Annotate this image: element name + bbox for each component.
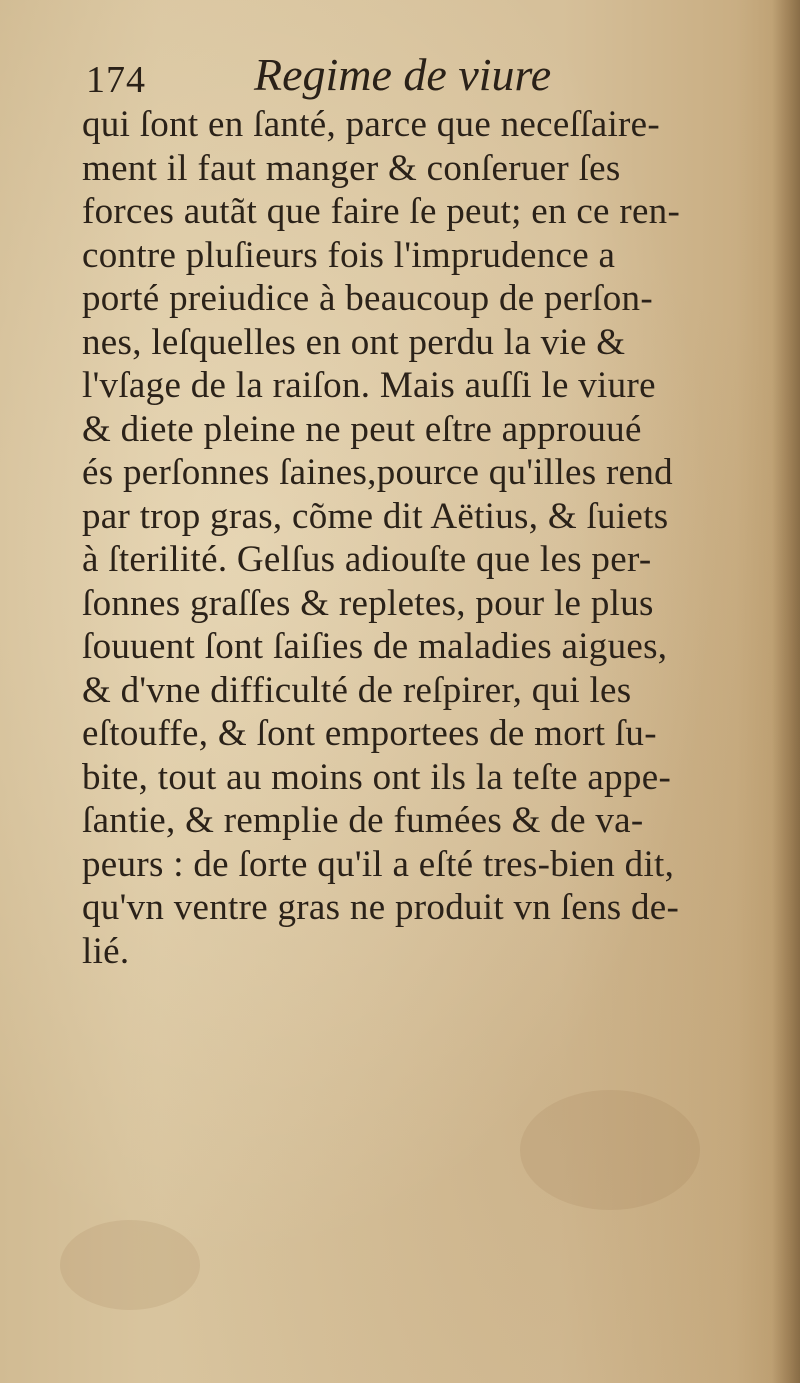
text-line: qu'vn ventre gras ne produit vn ſens de-	[82, 887, 680, 928]
text-line: contre pluſieurs fois l'imprudence a	[82, 234, 616, 276]
page-header	[86, 48, 716, 108]
paper-stain	[520, 1090, 700, 1210]
text-line: ſonnes graſſes & repletes, pour le plus	[82, 582, 654, 624]
text-line: nes, leſquelles en ont perdu la vie &	[82, 321, 626, 363]
text-line: à ſterilité. Gelſus adiouſte que les per-	[82, 539, 652, 580]
text-line: porté preiudice à beaucoup de perſon-	[82, 278, 653, 319]
text-line: l'vſage de la raiſon. Mais auſſi le viure	[82, 365, 656, 406]
text-line: par trop gras, cõme dit Aëtius, & ſuiets	[82, 495, 669, 537]
text-line: lié.	[82, 930, 130, 972]
text-line: forces autãt que faire ſe peut; en ce ren-	[82, 191, 681, 232]
page-gutter-shadow	[772, 0, 800, 1383]
body-text	[82, 103, 702, 973]
paper-stain	[60, 1220, 200, 1310]
text-line: qui ſont en ſanté, parce que neceſſaire-	[82, 104, 661, 145]
text-line: & d'vne difficulté de reſpirer, qui les	[82, 669, 632, 711]
running-title: Regime de viure	[254, 49, 552, 100]
text-line: & diete pleine ne peut eſtre approuué	[82, 408, 642, 450]
text-line: bite, tout au moins ont ils la teſte appe-	[82, 756, 672, 798]
text-line: ſantie, & remplie de fumées & de va-	[82, 800, 644, 841]
text-line: peurs : de ſorte qu'il a eſté tres-bien dit,	[82, 843, 675, 885]
text-line: és perſonnes ſaines,pource qu'illes rend	[82, 452, 673, 493]
text-line: eſtouffe, & ſont emportees de mort ſu-	[82, 713, 657, 754]
page-number: 174	[86, 59, 146, 101]
text-line: ſouuent ſont ſaiſies de maladies aigues,	[82, 626, 668, 667]
text-line: ment il faut manger & conſeruer ſes	[82, 147, 621, 189]
